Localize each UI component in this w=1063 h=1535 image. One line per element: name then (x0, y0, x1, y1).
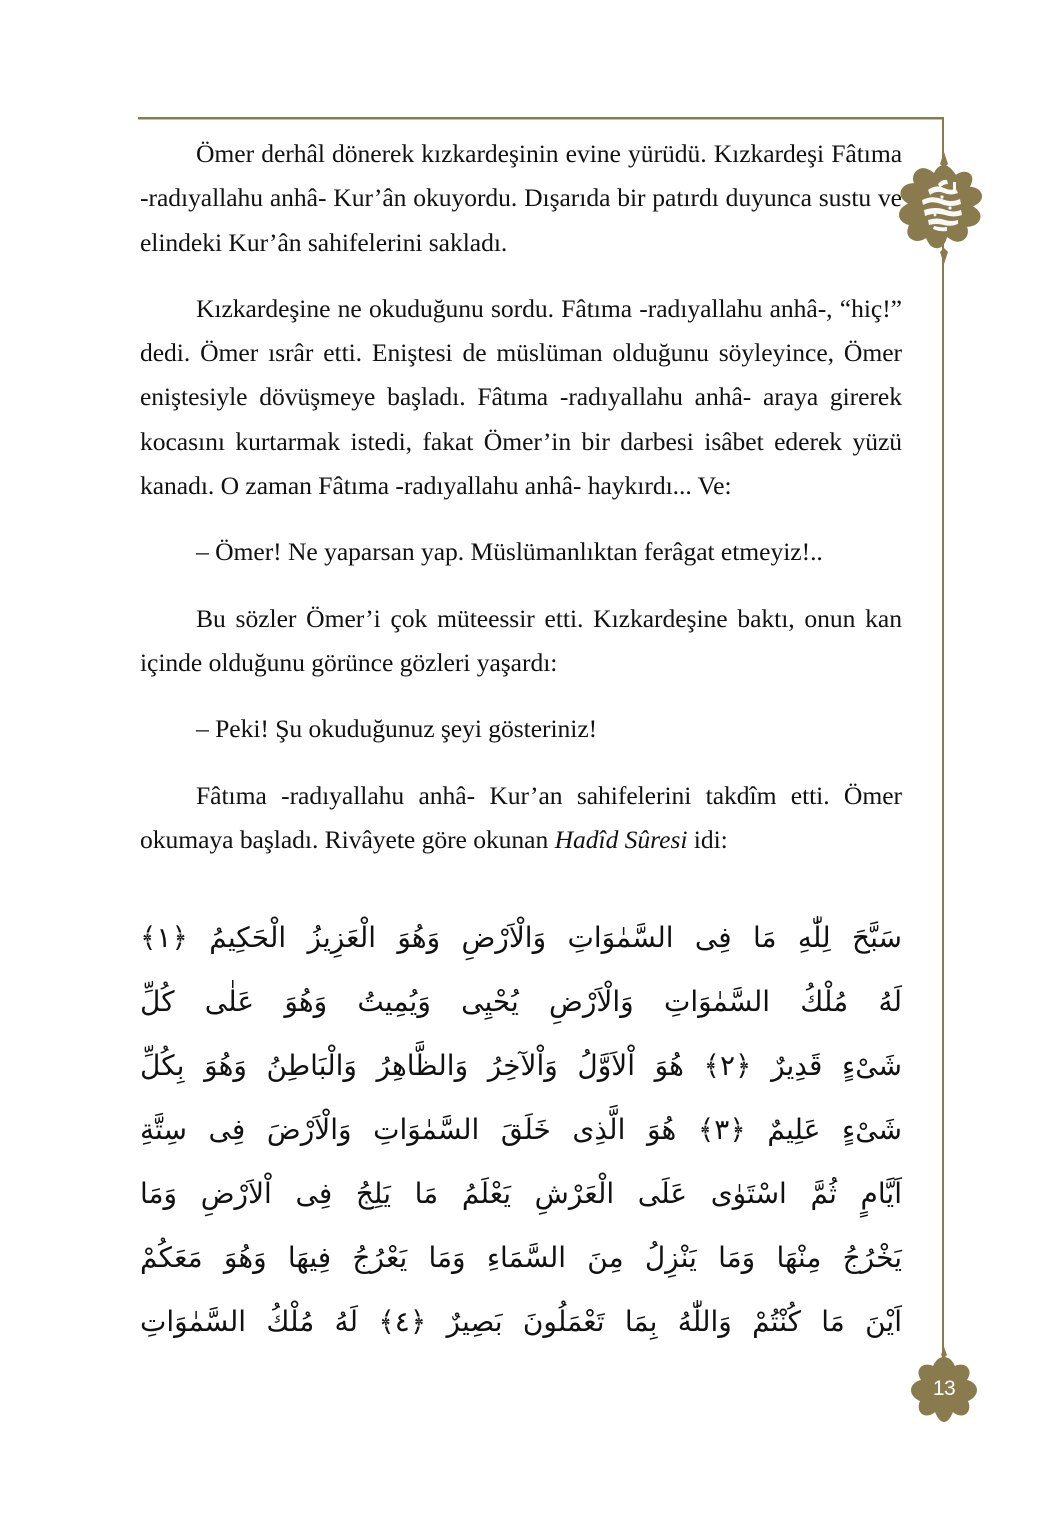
paragraph-6 (140, 774, 902, 863)
arabic-line-3: شَىْءٍ قَدِيرٌ ﴿٢﴾ هُوَ اْلاَوَّلُ وَاْلآخِرُ وَالظَّاهِرُ وَالْبَاطِنُ وَهُوَ بِكُلِّ (140, 1049, 902, 1083)
surah-title-italic: Hadîd Sûresi (554, 824, 688, 854)
paragraph-1: Ömer derhâl dönerek kızkardeşinin evine yürüdü. Kızkardeşi Fâtıma -radıyallahu anhâ- Kur’ân okuyordu. Dışarıda bir patırdı duyunca sustu ve elindeki Kur’ân sahifelerini sakladı. (140, 139, 902, 257)
paragraph-3: – Ömer! Ne yaparsan yap. Müslümanlıktan ferâgat etmeyiz!.. (196, 537, 823, 567)
islamic-calligraphy-rosette-icon (898, 152, 990, 264)
paragraph-6-text-after: idi: (687, 824, 728, 854)
paragraph-4: Bu sözler Ömer’i çok müteessir etti. Kızkardeşine baktı, onun kan içinde olduğunu görünce gözleri yaşardı: (140, 603, 902, 677)
arabic-line-4: شَىْءٍ عَلِيمٌ ﴿٣﴾ هُوَ الَّذِى خَلَقَ السَّمٰوَاتِ وَالْاَرْضَ فِى سِتَّةِ (140, 1113, 902, 1147)
horizontal-rule (138, 117, 944, 119)
arabic-line-6: يَخْرُجُ مِنْهَا وَمَا يَنْزِلُ مِنَ السَّمَاءِ وَمَا يَعْرُجُ فِيهَا وَهُوَ مَعَكُمْ (140, 1241, 902, 1275)
arabic-line-2: لَهُ مُلْكُ السَّمٰوَاتِ وَالْاَرْضِ يُحْيِى وَيُمِيتُ وَهُوَ عَلٰى كُلِّ (140, 985, 902, 1019)
vertical-rule (942, 117, 944, 1367)
paragraph-6-text-before: Fâtıma -radıyallahu anhâ- Kur’an sahifelerini takdîm etti. Ömer okumaya başladı. Rivâyete göre okunan (140, 780, 902, 854)
page-number: 13 (932, 1377, 956, 1400)
arabic-line-5: اَيَّامٍ ثُمَّ اسْتَوٰى عَلَى الْعَرْشِ يَعْلَمُ مَا يَلِجُ فِى اْلاَرْضِ وَمَا (140, 1177, 902, 1211)
page-number-badge (908, 1347, 980, 1427)
arabic-quotation-block (140, 906, 902, 1354)
page-content (140, 132, 902, 1354)
paragraph-5: – Peki! Şu okuduğunuz şeyi gösteriniz! (196, 714, 598, 744)
arabic-line-1: سَبَّحَ لِلّٰهِ مَا فِى السَّمٰوَاتِ وَالْاَرْضِ وَهُوَ الْعَزِيزُ الْحَكِيمُ ﴿١﴾ (140, 921, 902, 955)
arabic-line-7: اَيْنَ مَا كُنْتُمْ وَاللّٰهُ بِمَا تَعْمَلُونَ بَصِيرٌ ﴿٤﴾ لَهُ مُلْكُ السَّمٰوَاتِ (140, 1305, 902, 1339)
paragraph-2: Kızkardeşine ne okuduğunu sordu. Fâtıma -radıyallahu anhâ-, “hiç!” dedi. Ömer ısrâr etti. Eniştesi de müslüman olduğunu söyleyince, Ömer eniştesiyle dövüşmeye başladı. Fâtıma -radıyallahu anhâ- araya girerek kocasını kurtarmak istedi, fakat Ömer’in bir darbesi isâbet ederek yüzü kanadı. O zaman Fâtıma -radıyallahu anhâ- haykırdı... Ve: (140, 293, 902, 501)
